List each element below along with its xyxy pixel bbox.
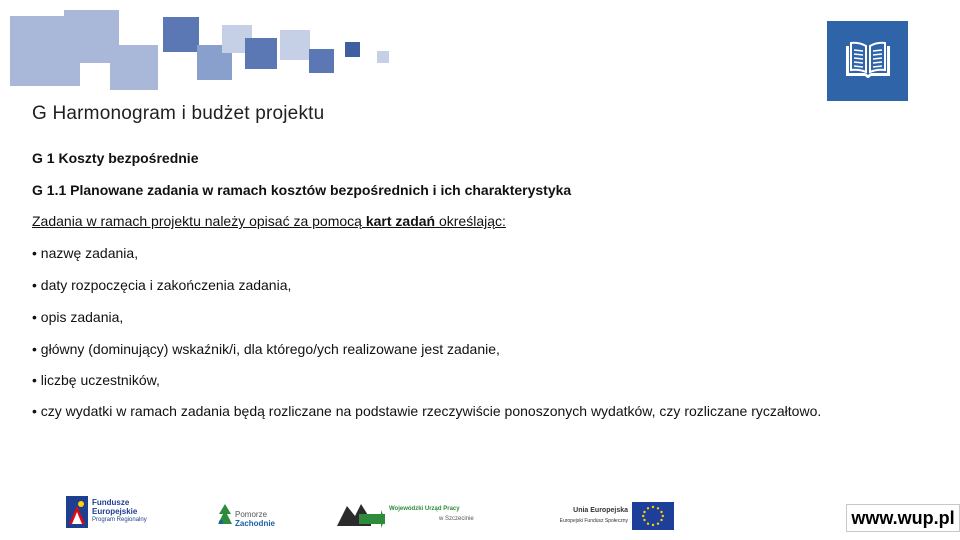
pomorze-zachodnie-logo [215, 502, 285, 530]
heading-g1: G 1 Koszty bezpośrednie [32, 150, 199, 166]
ue-line1: Unia Europejska [573, 507, 628, 514]
unia-europejska-logo [540, 502, 675, 530]
bullet-item: • daty rozpoczęcia i zakończenia zadania, [32, 277, 292, 293]
intro-suffix: określając: [435, 213, 506, 229]
deco-square [163, 17, 199, 52]
deco-square [309, 49, 334, 73]
eu-flag-icon [632, 502, 674, 530]
fe-line2: Europejskie [92, 507, 138, 516]
deco-square [345, 42, 360, 57]
deco-square [245, 38, 277, 69]
pomorze-emblem-icon [215, 502, 235, 528]
intro-prefix: Zadania w ramach projektu należy opisać za pomocą [32, 213, 366, 229]
deco-square [377, 51, 389, 63]
intro-text [32, 213, 506, 229]
bullet-item: • opis zadania, [32, 309, 124, 325]
wup-emblem-icon [337, 500, 385, 528]
fundusze-europejskie-logo [66, 496, 166, 530]
bullet-item: • liczbę uczestników, [32, 372, 160, 388]
deco-square [110, 45, 158, 90]
open-book-icon [843, 40, 893, 82]
intro-bold: kart zadań [365, 213, 436, 229]
wup-szczecin-logo [337, 500, 487, 530]
fe-line3: Program Regionalny [92, 517, 147, 523]
bullet-item: • nazwę zadania, [32, 245, 139, 261]
website-url[interactable]: www.wup.pl [846, 504, 960, 532]
wup-line1: Wojewódzki Urząd Pracy [389, 506, 460, 512]
deco-square [280, 30, 310, 60]
wup-line2: w Szczecinie [439, 516, 474, 522]
bullet-item: • czy wydatki w ramach zadania będą rozliczane na podstawie rzeczywiście ponoszonych wydatków, czy rozliczane ryczałtowo. [32, 403, 822, 419]
fe-line1: Fundusze [92, 498, 130, 507]
pomorze-line2: Zachodnie [235, 519, 276, 528]
bullet-item: • główny (dominujący) wskaźnik/i, dla którego/ych realizowane jest zadanie, [32, 341, 500, 357]
ue-line2: Europejski Fundusz Społeczny [559, 518, 628, 524]
pomorze-line1: Pomorze [235, 510, 268, 519]
fe-emblem-icon [66, 496, 88, 528]
book-icon-box [827, 21, 908, 101]
heading-g1-1: G 1.1 Planowane zadania w ramach kosztów bezpośrednich i ich charakterystyka [32, 182, 572, 198]
slide-title: G Harmonogram i budżet projektu [32, 103, 325, 124]
